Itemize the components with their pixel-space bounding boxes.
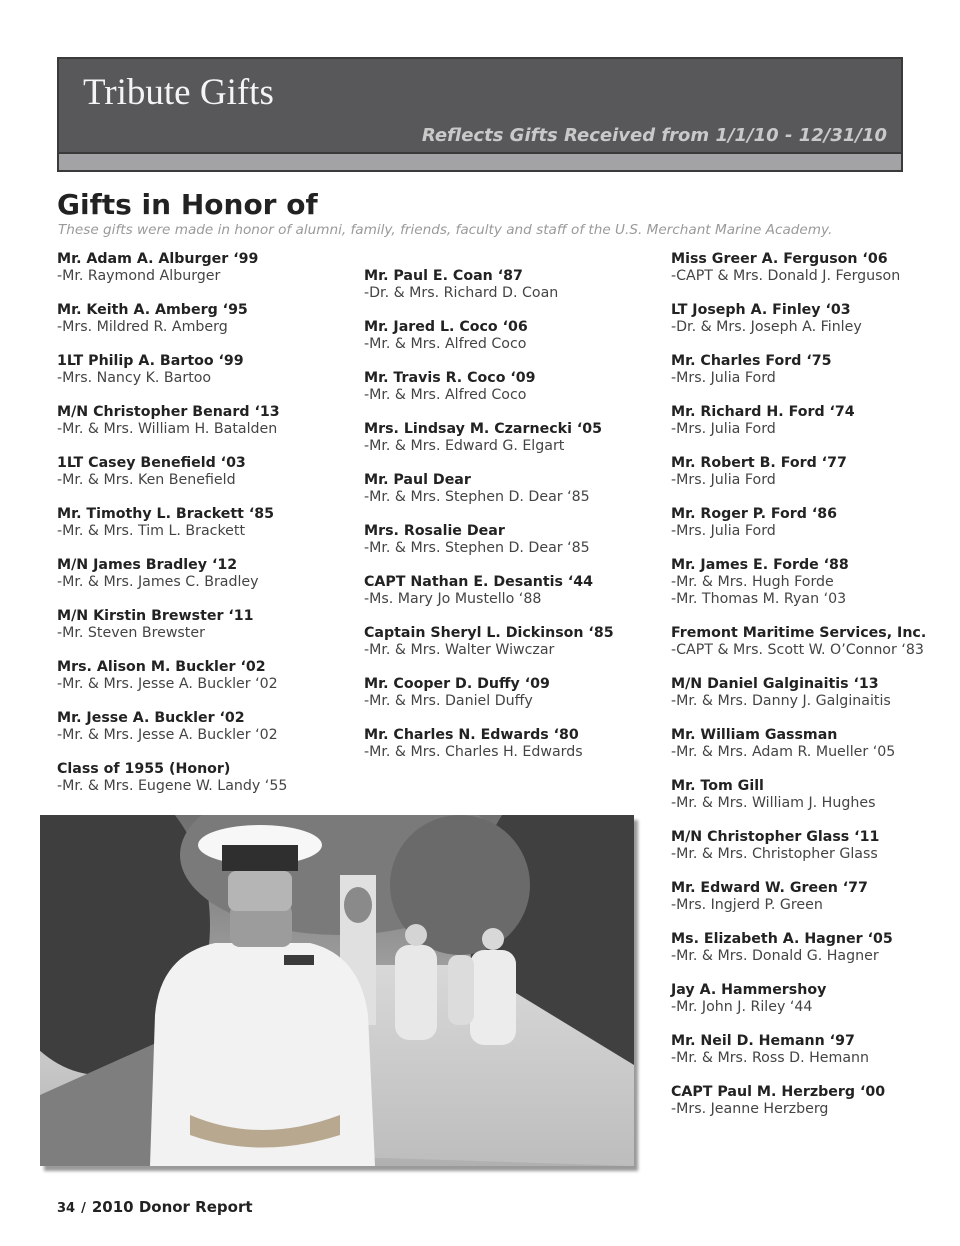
honoree-name: Mr. Roger P. Ford ‘86 [671,506,838,522]
honoree-entry [57,353,357,387]
ceremony-photo-illustration [40,815,634,1166]
honoree-name: Jay A. Hammershoy [671,982,827,998]
honoree-name: Mr. Paul Dear [364,472,471,488]
honoree-entry [57,761,357,795]
honoree-entry [671,727,951,761]
honoree-entry [671,829,951,863]
honoree-entry [671,404,951,438]
section-subtitle: These gifts were made in honor of alumni, family, friends, faculty and staff of the U.S. Merchant Marine Academy. [58,222,833,238]
honoree-name: Mr. Travis R. Coco ‘09 [364,370,536,386]
honoree-name: Miss Greer A. Ferguson ‘06 [671,251,888,267]
honoree-name: Captain Sheryl L. Dickinson ‘85 [364,625,614,641]
honoree-entry [671,353,951,387]
honoree-entry [671,880,951,914]
honoree-name: M/N James Bradley ‘12 [57,557,238,573]
honoree-name: Mrs. Rosalie Dear [364,523,505,539]
ceremony-photo [40,815,634,1166]
honoree-entry [57,608,357,642]
honoree-name: Mr. Paul E. Coan ‘87 [364,268,523,284]
honoree-name: Mr. Richard H. Ford ‘74 [671,404,855,420]
donor-name: -Mrs. Julia Ford [671,523,776,539]
honoree-entry [364,523,664,557]
donor-name: -Ms. Mary Jo Mustello ‘88 [364,591,542,607]
honoree-name: 1LT Philip A. Bartoo ‘99 [57,353,244,369]
honoree-name: M/N Christopher Glass ‘11 [671,829,880,845]
honoree-entry [671,557,951,608]
donor-name: -Mr. & Mrs. Hugh Forde [671,574,834,590]
donor-name: -Mr. Raymond Alburger [57,268,221,284]
honoree-name: Mr. Charles Ford ‘75 [671,353,832,369]
donor-name: -Mrs. Nancy K. Bartoo [57,370,212,386]
donor-name: -Mr. & Mrs. Christopher Glass [671,846,878,862]
honoree-entry [364,472,664,506]
honoree-name: Ms. Elizabeth A. Hagner ‘05 [671,931,893,947]
donor-name: -Mr. & Mrs. William J. Hughes [671,795,876,811]
honoree-entry [671,302,951,336]
honoree-entry [671,506,951,540]
donor-name: -Mr. & Mrs. Walter Wiwczar [364,642,555,658]
honoree-entry [671,455,951,489]
honoree-entry [364,421,664,455]
honoree-name: Mr. Cooper D. Duffy ‘09 [364,676,550,692]
honoree-entry [364,268,664,302]
donor-name: -Mr. Steven Brewster [57,625,205,641]
page-number: 34 [57,1201,76,1216]
honoree-name: CAPT Paul M. Herzberg ‘00 [671,1084,886,1100]
honoree-name: 1LT Casey Benefield ‘03 [57,455,246,471]
donor-name: -Mr. & Mrs. William H. Batalden [57,421,278,437]
honoree-name: Mr. Charles N. Edwards ‘80 [364,727,579,743]
honoree-entry [671,1033,951,1067]
donor-name: -Mrs. Mildred R. Amberg [57,319,228,335]
honoree-name: CAPT Nathan E. Desantis ‘44 [364,574,594,590]
donor-name: -Dr. & Mrs. Richard D. Coan [364,285,559,301]
honoree-entry [364,370,664,404]
honoree-name: Mr. James E. Forde ‘88 [671,557,849,573]
donor-name: -Mr. & Mrs. Alfred Coco [364,387,527,403]
honoree-entry [57,710,357,744]
honoree-entry [364,574,664,608]
honoree-entry [671,982,951,1016]
report-title: 2010 Donor Report [91,1198,253,1216]
honoree-name: Mr. Robert B. Ford ‘77 [671,455,847,471]
honoree-name: Mr. Timothy L. Brackett ‘85 [57,506,275,522]
donor-name: -Mr. & Mrs. Ross D. Hemann [671,1050,869,1066]
honoree-entry [364,727,664,761]
honoree-column-3 [671,251,951,1135]
donor-name: -Mr. & Mrs. Charles H. Edwards [364,744,583,760]
honoree-name: M/N Daniel Galginaitis ‘13 [671,676,879,692]
donor-name: -Dr. & Mrs. Joseph A. Finley [671,319,862,335]
donor-name: -Mr. & Mrs. Danny J. Galginaitis [671,693,891,709]
donor-name: -CAPT & Mrs. Donald J. Ferguson [671,268,901,284]
honoree-entry [57,404,357,438]
donor-name: -CAPT & Mrs. Scott W. O’Connor ‘83 [671,642,924,658]
honoree-name: Mr. Adam A. Alburger ‘99 [57,251,259,267]
honoree-column-1 [57,251,357,812]
honoree-entry [671,931,951,965]
donor-name: -Mrs. Julia Ford [671,472,776,488]
honoree-entry [671,251,951,285]
section-title: Gifts in Honor of [57,188,318,221]
header-banner [57,57,903,172]
honoree-name: Mr. William Gassman [671,727,838,743]
donor-name: -Mr. & Mrs. Tim L. Brackett [57,523,246,539]
honoree-entry [364,319,664,353]
honoree-name: Mrs. Alison M. Buckler ‘02 [57,659,266,675]
honoree-name: Mr. Keith A. Amberg ‘95 [57,302,248,318]
honoree-name: M/N Kirstin Brewster ‘11 [57,608,254,624]
donor-name: -Mr. & Mrs. Adam R. Mueller ‘05 [671,744,896,760]
banner-title: Tribute Gifts [83,72,274,113]
donor-name: -Mr. & Mrs. Alfred Coco [364,336,527,352]
donor-name: -Mr. & Mrs. Daniel Duffy [364,693,533,709]
banner-subtitle: Reflects Gifts Received from 1/1/10 - 12/31/10 [421,125,887,146]
honoree-entry [57,455,357,489]
donor-name: -Mr. & Mrs. Stephen D. Dear ‘85 [364,489,590,505]
honoree-entry [57,659,357,693]
honoree-name: M/N Christopher Benard ‘13 [57,404,280,420]
page-footer [57,1198,253,1216]
honoree-column-2 [364,268,664,778]
honoree-name: Mr. Jared L. Coco ‘06 [364,319,528,335]
donor-name: -Mr. & Mrs. Edward G. Elgart [364,438,565,454]
donor-name: -Mrs. Julia Ford [671,370,776,386]
honoree-entry [364,676,664,710]
honoree-name: Mr. Edward W. Green ‘77 [671,880,868,896]
honoree-name: Mr. Jesse A. Buckler ‘02 [57,710,245,726]
honoree-entry [364,625,664,659]
donor-name: -Mrs. Jeanne Herzberg [671,1101,829,1117]
donor-name: -Mr. & Mrs. Donald G. Hagner [671,948,879,964]
honoree-entry [57,302,357,336]
donor-name: -Mr. & Mrs. Jesse A. Buckler ‘02 [57,727,278,743]
honoree-name: Fremont Maritime Services, Inc. [671,625,927,641]
honoree-entry [671,625,951,659]
donor-name: -Mrs. Julia Ford [671,421,776,437]
donor-name: -Mr. & Mrs. Ken Benefield [57,472,236,488]
honoree-entry [671,676,951,710]
honoree-name: Class of 1955 (Honor) [57,761,231,777]
honoree-name: Mr. Tom Gill [671,778,764,794]
donor-name: -Mr. & Mrs. Jesse A. Buckler ‘02 [57,676,278,692]
donor-name: -Mr. & Mrs. James C. Bradley [57,574,259,590]
honoree-entry [671,778,951,812]
donor-name: -Mr. & Mrs. Eugene W. Landy ‘55 [57,778,288,794]
honoree-entry [57,557,357,591]
honoree-name: Mr. Neil D. Hemann ‘97 [671,1033,855,1049]
honoree-entry [671,1084,951,1118]
honoree-name: LT Joseph A. Finley ‘03 [671,302,851,318]
banner-strip [59,152,901,170]
donor-name: -Mr. John J. Riley ‘44 [671,999,813,1015]
honoree-name: Mrs. Lindsay M. Czarnecki ‘05 [364,421,603,437]
donor-name: -Mr. Thomas M. Ryan ‘03 [671,591,847,607]
donor-name: -Mrs. Ingjerd P. Green [671,897,823,913]
footer-separator: / [81,1201,86,1216]
honoree-entry [57,251,357,285]
donor-name: -Mr. & Mrs. Stephen D. Dear ‘85 [364,540,590,556]
honoree-entry [57,506,357,540]
